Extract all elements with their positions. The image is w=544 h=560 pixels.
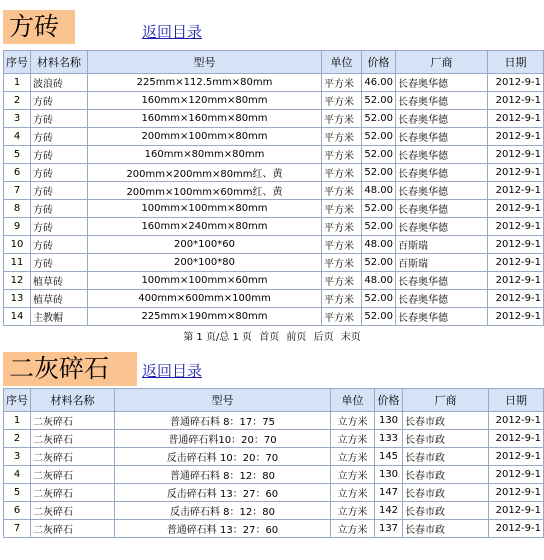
cell-date: 2012-9-1 <box>488 308 544 326</box>
cell-vendor: 长春奥华德 <box>396 128 488 146</box>
cell-date: 2012-9-1 <box>488 146 544 164</box>
section-title: 方砖 <box>3 10 75 44</box>
cell-price: 48.00 <box>362 236 396 254</box>
cell-price: 52.00 <box>362 110 396 128</box>
pagination <box>0 328 544 343</box>
section-title: 二灰碎石 <box>3 352 137 386</box>
header-model: 型号 <box>88 51 322 74</box>
table-row <box>4 92 544 110</box>
cell-price: 48.00 <box>362 272 396 290</box>
cell-unit: 立方米 <box>331 520 375 538</box>
cell-date: 2012-9-1 <box>488 200 544 218</box>
cell-index: 11 <box>4 254 31 272</box>
cell-price: 142 <box>375 502 403 520</box>
price-table <box>3 50 544 326</box>
cell-vendor: 长春市政 <box>403 430 489 448</box>
cell-date: 2012-9-1 <box>488 182 544 200</box>
cell-index: 5 <box>4 146 31 164</box>
cell-date: 2012-9-1 <box>488 128 544 146</box>
cell-vendor: 长春奥华德 <box>396 74 488 92</box>
cell-material-name: 方砖 <box>31 218 88 236</box>
cell-price: 133 <box>375 430 403 448</box>
cell-index: 8 <box>4 200 31 218</box>
cell-model: 反击碎石料 13：27：60 <box>115 484 331 502</box>
table-row <box>4 164 544 182</box>
cell-date: 2012-9-1 <box>489 448 544 466</box>
header-vendor: 厂商 <box>396 51 488 74</box>
cell-model: 反击碎石料 8：12：80 <box>115 502 331 520</box>
cell-index: 7 <box>4 520 31 538</box>
cell-price: 130 <box>375 466 403 484</box>
cell-date: 2012-9-1 <box>488 110 544 128</box>
table-row <box>4 74 544 92</box>
cell-vendor: 长春奥华德 <box>396 290 488 308</box>
table-row <box>4 502 544 520</box>
cell-index: 7 <box>4 182 31 200</box>
cell-material-name: 方砖 <box>31 92 88 110</box>
cell-date: 2012-9-1 <box>489 466 544 484</box>
cell-unit: 立方米 <box>331 484 375 502</box>
cell-material-name: 二灰碎石 <box>31 502 115 520</box>
table-row <box>4 128 544 146</box>
cell-price: 137 <box>375 520 403 538</box>
cell-price: 147 <box>375 484 403 502</box>
cell-vendor: 长春市政 <box>403 412 489 430</box>
cell-price: 46.00 <box>362 74 396 92</box>
table-row <box>4 448 544 466</box>
cell-price: 52.00 <box>362 308 396 326</box>
cell-material-name: 方砖 <box>31 200 88 218</box>
cell-vendor: 长春奥华德 <box>396 182 488 200</box>
table-row <box>4 430 544 448</box>
cell-unit: 平方米 <box>322 182 362 200</box>
cell-material-name: 二灰碎石 <box>31 412 115 430</box>
cell-unit: 平方米 <box>322 272 362 290</box>
cell-unit: 平方米 <box>322 200 362 218</box>
cell-material-name: 方砖 <box>31 254 88 272</box>
section-header <box>0 0 544 50</box>
first-page-link[interactable]: 首页 <box>259 332 280 343</box>
last-page-link[interactable]: 末页 <box>340 332 361 343</box>
cell-index: 13 <box>4 290 31 308</box>
cell-model: 160mm×80mm×80mm <box>88 146 322 164</box>
cell-index: 4 <box>4 128 31 146</box>
cell-index: 4 <box>4 466 31 484</box>
cell-unit: 立方米 <box>331 448 375 466</box>
cell-price: 52.00 <box>362 254 396 272</box>
cell-vendor: 长春奥华德 <box>396 164 488 182</box>
cell-model: 100mm×100mm×80mm <box>88 200 322 218</box>
cell-vendor: 百斯瑞 <box>396 254 488 272</box>
cell-model: 普通碎石料 13：27：60 <box>115 520 331 538</box>
cell-date: 2012-9-1 <box>488 272 544 290</box>
cell-date: 2012-9-1 <box>488 290 544 308</box>
cell-model: 200mm×100mm×80mm <box>88 128 322 146</box>
back-to-index-link[interactable]: 返回目录 <box>142 23 203 41</box>
cell-material-name: 方砖 <box>31 164 88 182</box>
cell-material-name: 植草砖 <box>31 290 88 308</box>
cell-unit: 立方米 <box>331 466 375 484</box>
cell-price: 52.00 <box>362 164 396 182</box>
cell-vendor: 长春奥华德 <box>396 200 488 218</box>
cell-material-name: 二灰碎石 <box>31 430 115 448</box>
table-header-row <box>4 51 544 74</box>
cell-model: 160mm×240mm×80mm <box>88 218 322 236</box>
cell-vendor: 长春市政 <box>403 448 489 466</box>
cell-material-name: 二灰碎石 <box>31 484 115 502</box>
cell-material-name: 方砖 <box>31 110 88 128</box>
cell-vendor: 长春市政 <box>403 502 489 520</box>
cell-vendor: 长春市政 <box>403 484 489 502</box>
cell-date: 2012-9-1 <box>489 502 544 520</box>
cell-price: 52.00 <box>362 218 396 236</box>
cell-vendor: 长春奥华德 <box>396 146 488 164</box>
table-row <box>4 308 544 326</box>
table-row <box>4 290 544 308</box>
cell-date: 2012-9-1 <box>488 254 544 272</box>
cell-model: 160mm×160mm×80mm <box>88 110 322 128</box>
section-erhuisuishi <box>0 346 544 536</box>
cell-price: 130 <box>375 412 403 430</box>
table-row <box>4 110 544 128</box>
table-row <box>4 236 544 254</box>
cell-unit: 平方米 <box>322 164 362 182</box>
cell-unit: 平方米 <box>322 92 362 110</box>
cell-model: 200*100*80 <box>88 254 322 272</box>
cell-index: 1 <box>4 412 31 430</box>
next-page-link[interactable]: 后页 <box>313 332 334 343</box>
table-row <box>4 466 544 484</box>
cell-model: 普通碎石料10：20：70 <box>115 430 331 448</box>
back-to-index-link[interactable]: 返回目录 <box>142 362 203 380</box>
header-vendor: 厂商 <box>403 389 489 412</box>
header-date: 日期 <box>488 51 544 74</box>
cell-model: 普通碎石料 8：17：75 <box>115 412 331 430</box>
cell-date: 2012-9-1 <box>488 74 544 92</box>
header-price: 价格 <box>362 51 396 74</box>
table-header-row <box>4 389 544 412</box>
table-row <box>4 200 544 218</box>
table-row <box>4 182 544 200</box>
cell-vendor: 百斯瑞 <box>396 236 488 254</box>
header-unit: 单位 <box>322 51 362 74</box>
cell-unit: 平方米 <box>322 308 362 326</box>
cell-material-name: 二灰碎石 <box>31 520 115 538</box>
cell-index: 2 <box>4 92 31 110</box>
cell-material-name: 植草砖 <box>31 272 88 290</box>
cell-date: 2012-9-1 <box>488 218 544 236</box>
cell-unit: 立方米 <box>331 412 375 430</box>
cell-unit: 平方米 <box>322 128 362 146</box>
cell-vendor: 长春市政 <box>403 520 489 538</box>
cell-model: 反击碎石料 10：20：70 <box>115 448 331 466</box>
cell-index: 9 <box>4 218 31 236</box>
cell-index: 10 <box>4 236 31 254</box>
table-row <box>4 412 544 430</box>
cell-unit: 平方米 <box>322 218 362 236</box>
cell-index: 14 <box>4 308 31 326</box>
cell-unit: 平方米 <box>322 290 362 308</box>
cell-date: 2012-9-1 <box>488 236 544 254</box>
cell-price: 48.00 <box>362 182 396 200</box>
cell-index: 1 <box>4 74 31 92</box>
table-row <box>4 272 544 290</box>
cell-vendor: 长春奥华德 <box>396 218 488 236</box>
header-material-name: 材料名称 <box>31 389 115 412</box>
header-date: 日期 <box>489 389 544 412</box>
cell-material-name: 方砖 <box>31 236 88 254</box>
cell-material-name: 波浪砖 <box>31 74 88 92</box>
cell-material-name: 方砖 <box>31 146 88 164</box>
cell-index: 5 <box>4 484 31 502</box>
price-table <box>3 388 544 538</box>
cell-price: 52.00 <box>362 290 396 308</box>
cell-date: 2012-9-1 <box>488 164 544 182</box>
table-row <box>4 254 544 272</box>
cell-index: 6 <box>4 502 31 520</box>
cell-material-name: 方砖 <box>31 128 88 146</box>
cell-date: 2012-9-1 <box>489 520 544 538</box>
cell-index: 3 <box>4 448 31 466</box>
cell-model: 200*100*60 <box>88 236 322 254</box>
cell-unit: 立方米 <box>331 502 375 520</box>
cell-price: 52.00 <box>362 146 396 164</box>
table-row <box>4 520 544 538</box>
header-material-name: 材料名称 <box>31 51 88 74</box>
header-index: 序号 <box>4 51 31 74</box>
cell-material-name: 二灰碎石 <box>31 448 115 466</box>
cell-index: 2 <box>4 430 31 448</box>
cell-price: 52.00 <box>362 92 396 110</box>
header-price: 价格 <box>375 389 403 412</box>
cell-vendor: 长春奥华德 <box>396 92 488 110</box>
cell-material-name: 主教帽 <box>31 308 88 326</box>
cell-unit: 平方米 <box>322 254 362 272</box>
cell-date: 2012-9-1 <box>489 484 544 502</box>
header-unit: 单位 <box>331 389 375 412</box>
cell-material-name: 方砖 <box>31 182 88 200</box>
cell-vendor: 长春奥华德 <box>396 308 488 326</box>
cell-price: 52.00 <box>362 200 396 218</box>
cell-model: 200mm×100mm×60mm红、黄 <box>88 182 322 200</box>
prev-page-link[interactable]: 前页 <box>286 332 307 343</box>
cell-vendor: 长春奥华德 <box>396 110 488 128</box>
cell-model: 225mm×190mm×80mm <box>88 308 322 326</box>
cell-model: 普通碎石料 8：12：80 <box>115 466 331 484</box>
cell-index: 12 <box>4 272 31 290</box>
cell-vendor: 长春奥华德 <box>396 272 488 290</box>
cell-model: 100mm×100mm×60mm <box>88 272 322 290</box>
header-model: 型号 <box>115 389 331 412</box>
table-row <box>4 218 544 236</box>
cell-date: 2012-9-1 <box>489 430 544 448</box>
table-row <box>4 484 544 502</box>
cell-unit: 平方米 <box>322 110 362 128</box>
cell-model: 225mm×112.5mm×80mm <box>88 74 322 92</box>
table-row <box>4 146 544 164</box>
cell-vendor: 长春市政 <box>403 466 489 484</box>
cell-price: 52.00 <box>362 128 396 146</box>
cell-unit: 平方米 <box>322 146 362 164</box>
cell-unit: 平方米 <box>322 236 362 254</box>
cell-price: 145 <box>375 448 403 466</box>
header-index: 序号 <box>4 389 31 412</box>
cell-date: 2012-9-1 <box>489 412 544 430</box>
cell-model: 400mm×600mm×100mm <box>88 290 322 308</box>
cell-date: 2012-9-1 <box>488 92 544 110</box>
cell-material-name: 二灰碎石 <box>31 466 115 484</box>
cell-index: 3 <box>4 110 31 128</box>
cell-model: 200mm×200mm×80mm红、黄 <box>88 164 322 182</box>
cell-unit: 平方米 <box>322 74 362 92</box>
page-info: 第 1 页/总 1 页 <box>183 332 253 343</box>
cell-index: 6 <box>4 164 31 182</box>
cell-model: 160mm×120mm×80mm <box>88 92 322 110</box>
cell-unit: 立方米 <box>331 430 375 448</box>
